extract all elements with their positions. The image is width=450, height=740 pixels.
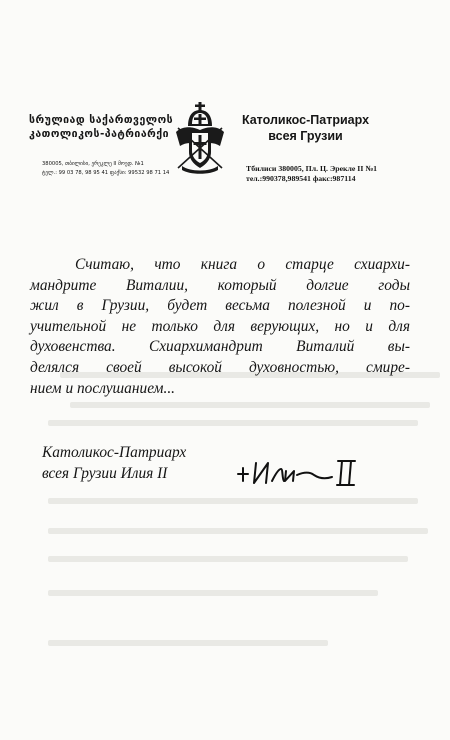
body-line: нием и послушанием... bbox=[30, 379, 176, 397]
russian-title-line1: Католикос-Патриарх bbox=[241, 113, 370, 127]
letterhead-russian bbox=[233, 112, 433, 184]
show-through-line bbox=[48, 590, 378, 596]
body-line: духовенства. Схиархимандрит Виталий вы- bbox=[30, 338, 410, 356]
body-line: учительной не только для верующих, но и для bbox=[30, 317, 410, 335]
russian-address-line2: тел.:990378,989541 факс:987114 bbox=[246, 174, 356, 183]
georgian-title-line2: კათოლიკოს-პატრიარქი bbox=[29, 128, 170, 140]
georgian-address-line2: ტელ.: 99 03 78, 98 95 41 ფაქსი: 99532 98 71 14 bbox=[42, 170, 170, 176]
show-through-line bbox=[48, 640, 328, 646]
russian-title-line2: всея Грузии bbox=[268, 129, 343, 143]
body-line: мандрите Виталии, который долгие годы bbox=[30, 276, 410, 294]
signature-block bbox=[42, 442, 186, 484]
georgian-address-line1: 380005, თბილისი, ერეკლე II მოედ. №1 bbox=[42, 161, 144, 167]
show-through-line bbox=[48, 498, 418, 504]
show-through-line bbox=[48, 420, 418, 426]
letterhead-georgian bbox=[29, 113, 179, 178]
signatory-name: всея Грузии Илия II bbox=[42, 465, 168, 482]
handwritten-signature bbox=[234, 455, 364, 489]
show-through-line bbox=[48, 528, 428, 534]
body-line: делялся своей высокой духовностью, смире- bbox=[30, 358, 410, 376]
russian-address-line1: Тбилиси 380005, Пл. Ц. Эрекле II №1 bbox=[246, 164, 378, 173]
georgian-title-line1: სრულიად საქართველოს bbox=[29, 114, 174, 126]
body-line: жил в Грузии, будет весьма полезной и по- bbox=[30, 297, 410, 315]
body-line: Считаю, что книга о старце схиархи- bbox=[75, 256, 410, 273]
coat-of-arms-emblem bbox=[172, 102, 228, 174]
letter-body bbox=[30, 255, 410, 399]
show-through-line bbox=[48, 556, 408, 562]
show-through-line bbox=[70, 402, 430, 408]
signatory-title: Католикос-Патриарх bbox=[42, 444, 187, 461]
